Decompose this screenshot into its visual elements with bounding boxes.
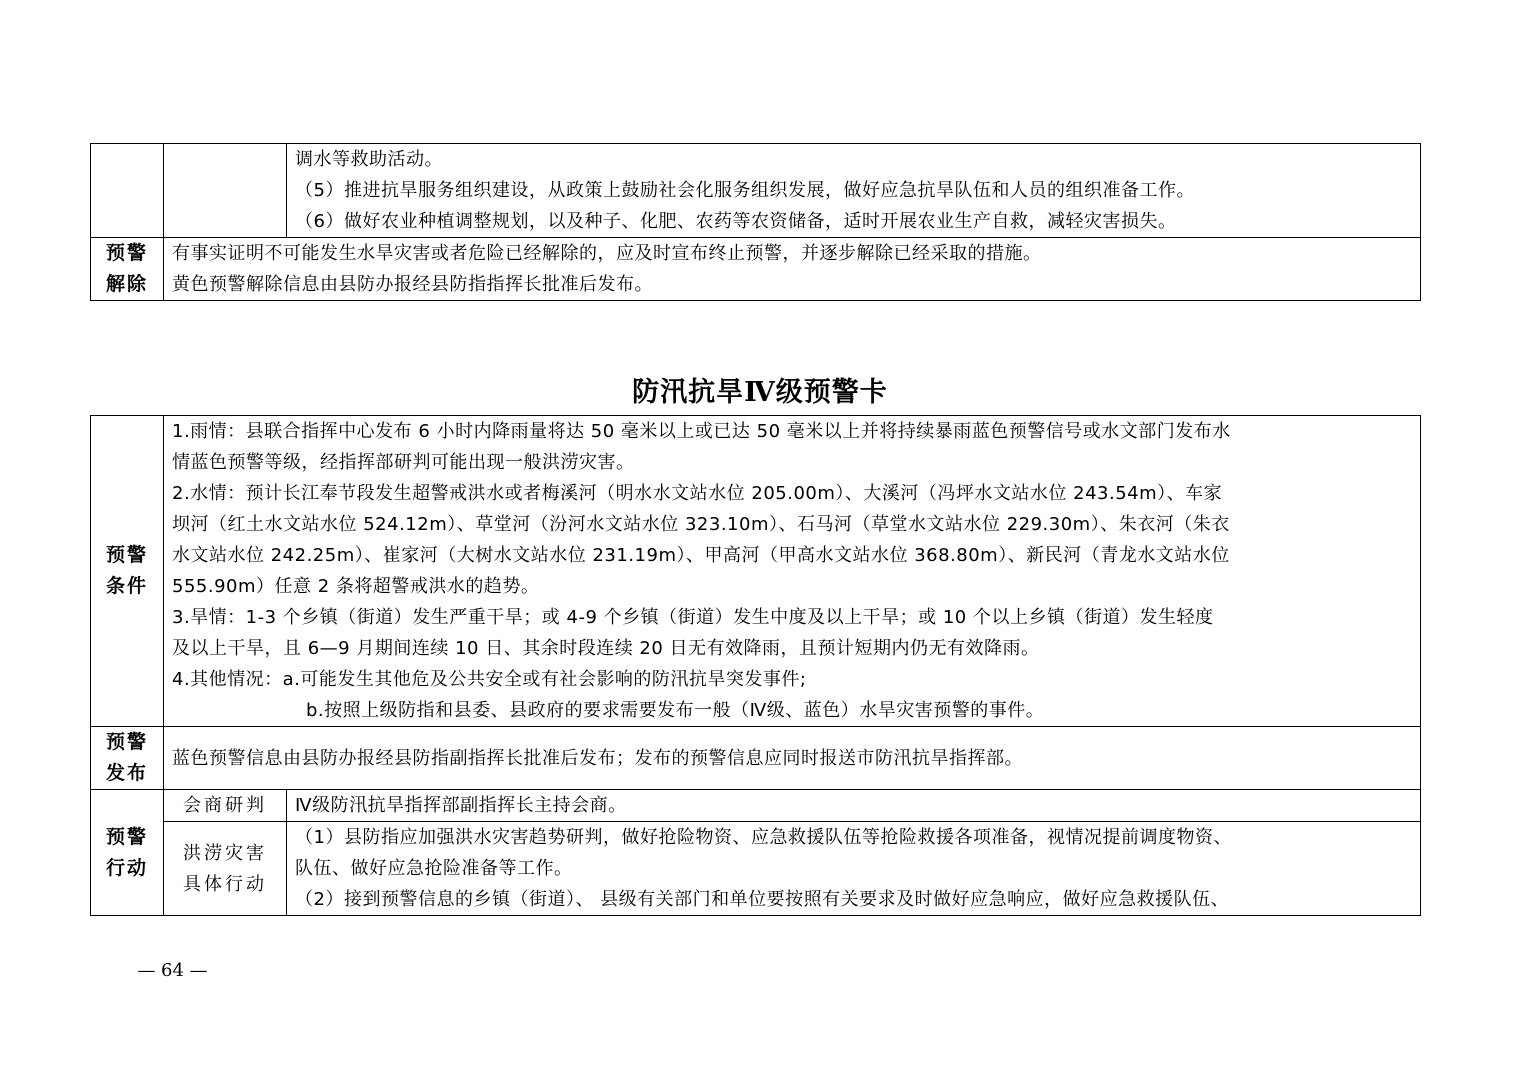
warning-card-table xyxy=(90,415,1421,916)
sub-header-text: 具体行动 xyxy=(183,873,267,895)
warning-publish-content xyxy=(164,727,1421,790)
content-line: 1.雨情：县联合指挥中心发布 6 小时内降雨量将达 50 毫米以上或已达 50 毫米以上并将持续暴雨蓝色预警信号或水文部门发布水 xyxy=(172,421,1231,442)
row-header xyxy=(91,238,164,301)
content-line: 水文站水位 242.25m）、崔家河（大树水文站水位 231.19m）、甲高河（甲高水文站水位 368.80m）、新民河（青龙水文站水位 xyxy=(172,545,1230,566)
content-line: （5）推进抗旱服务组织建设，从政策上鼓励社会化服务组织发展，做好应急抗旱队伍和人员的组织准备工作。 xyxy=(295,180,1195,201)
row-header-text: 预警 xyxy=(105,544,148,566)
row-header-text: 条件 xyxy=(105,575,148,597)
warning-conditions-content xyxy=(164,416,1421,727)
content-line: 有事实证明不可能发生水旱灾害或者危险已经解除的，应及时宣布终止预警，并逐步解除已经采取的措施。 xyxy=(172,243,1042,264)
content-line: 情蓝色预警等级，经指挥部研判可能出现一般洪涝灾害。 xyxy=(172,452,635,473)
warning-action-consult-row xyxy=(91,790,1421,822)
consult-content xyxy=(287,790,1421,822)
warning-lift-content xyxy=(164,238,1421,301)
continued-table xyxy=(90,143,1421,301)
card-title: 防汛抗旱Ⅳ级预警卡 xyxy=(632,377,888,408)
warning-lift-row xyxy=(91,238,1421,301)
flood-action-content xyxy=(287,822,1421,916)
page-number: — 64 — xyxy=(137,960,208,981)
row-header-text: 行动 xyxy=(105,856,148,879)
sub-header xyxy=(164,822,287,916)
row-header-text: 预警 xyxy=(105,242,148,264)
content-line: 坝河（红土水文站水位 524.12m）、草堂河（汾河水文站水位 323.10m）、石马河（草堂水文站水位 229.30m）、朱衣河（朱衣 xyxy=(172,514,1230,535)
empty-cell xyxy=(91,144,164,238)
row-header-text: 发布 xyxy=(105,762,148,784)
content-line: （6）做好农业种植调整规划，以及种子、化肥、农药等农资储备，适时开展农业生产自救，减轻灾害损失。 xyxy=(295,211,1177,232)
warning-action-flood-row xyxy=(91,822,1421,916)
row-header-text: 预警 xyxy=(105,731,148,753)
content-line: 及以上干旱，且 6—9 月期间连续 10 日、其余时段连续 20 日无有效降雨，且预计短期内仍无有效降雨。 xyxy=(172,638,1040,659)
row-header-text: 预警 xyxy=(105,825,148,848)
row-header xyxy=(91,727,164,790)
warning-conditions-row xyxy=(91,416,1421,727)
row-header xyxy=(91,790,164,916)
content-line: （1）县防指应加强洪水灾害趋势研判，做好抢险物资、应急救援队伍等抢险救援各项准备，视情况提前调度物资、 xyxy=(295,827,1232,848)
sub-header-text: 会商研判 xyxy=(183,795,267,816)
content-line: 2.水情：预计长江奉节段发生超警戒洪水或者梅溪河（明水水文站水位 205.00m）、大溪河（冯坪水文站水位 243.54m）、车家 xyxy=(172,483,1223,504)
content-line: 队伍、做好应急抢险准备等工作。 xyxy=(295,858,573,879)
content-line: （2）接到预警信息的乡镇（街道）、 县级有关部门和单位要按照有关要求及时做好应急响应，做好应急救援队伍、 xyxy=(295,889,1230,910)
content-line: Ⅳ级防汛抗旱指挥部副指挥长主持会商。 xyxy=(295,795,627,816)
content-line: 4.其他情况：a.可能发生其他危及公共安全或有社会影响的防汛抗旱突发事件; xyxy=(172,669,807,690)
continued-row xyxy=(91,144,1421,238)
row-header-text: 解除 xyxy=(105,273,148,295)
warning-publish-row xyxy=(91,727,1421,790)
content-line: b.按照上级防指和县委、县政府的要求需要发布一般（Ⅳ级、蓝色）水旱灾害预警的事件。 xyxy=(306,700,1045,721)
empty-cell xyxy=(164,144,287,238)
content-line: 3.旱情：1-3 个乡镇（街道）发生严重干旱；或 4-9 个乡镇（街道）发生中度及以上干旱；或 10 个以上乡镇（街道）发生轻度 xyxy=(172,607,1214,628)
content-line: 黄色预警解除信息由县防办报经县防指指挥长批准后发布。 xyxy=(172,274,653,295)
content-line: 调水等救助活动。 xyxy=(295,149,443,170)
row-header xyxy=(91,416,164,727)
sub-header xyxy=(164,790,287,822)
content-line: 蓝色预警信息由县防办报经县防指副指挥长批准后发布；发布的预警信息应同时报送市防汛抗旱指挥部。 xyxy=(172,747,1023,769)
content-line: 555.90m）任意 2 条将超警戒洪水的趋势。 xyxy=(172,576,540,597)
continued-content-cell xyxy=(287,144,1421,238)
sub-header-text: 洪涝灾害 xyxy=(183,842,267,864)
